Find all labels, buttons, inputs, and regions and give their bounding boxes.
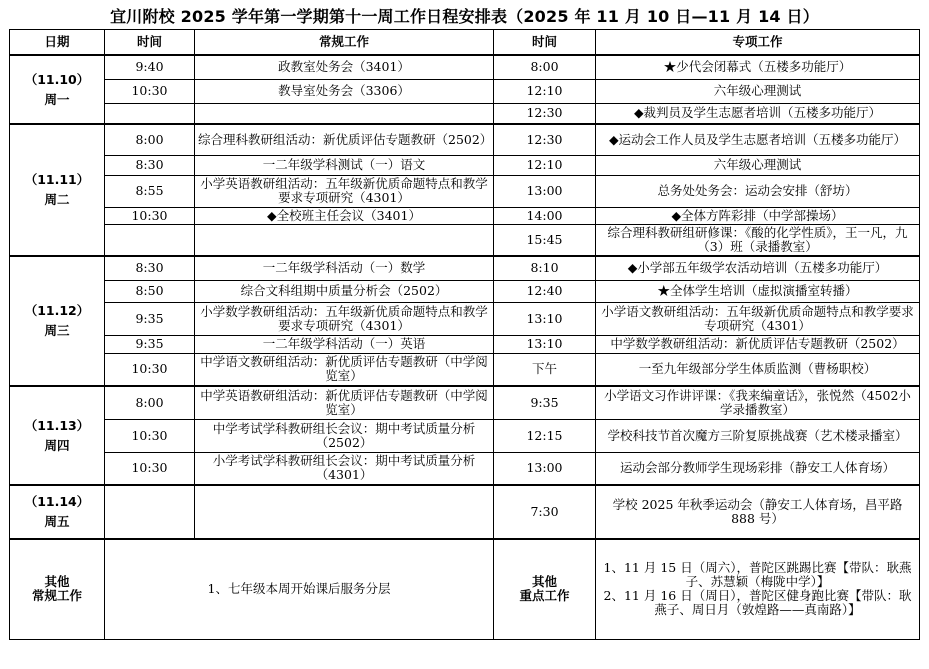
weekday-label: 周五 bbox=[44, 514, 70, 529]
table-row bbox=[10, 155, 920, 175]
time-cell: 10:30 bbox=[105, 79, 195, 103]
routine-cell: 综合文科组期中质量分析会（2502） bbox=[195, 280, 494, 302]
time-cell: 9:35 bbox=[105, 302, 195, 335]
table-row bbox=[10, 280, 920, 302]
other-key-label-1: 其他 bbox=[531, 574, 557, 590]
time-cell: 12:10 bbox=[494, 155, 596, 175]
table-row bbox=[10, 335, 920, 353]
special-cell: 小学语文教研组活动：五年级新优质命题特点和教学要求专项研究（4301） bbox=[596, 302, 920, 335]
header-date: 日期 bbox=[10, 30, 105, 56]
table-row bbox=[10, 103, 920, 124]
time-cell: 8:55 bbox=[105, 175, 195, 207]
weekday-label: 周一 bbox=[44, 91, 70, 107]
routine-cell: 中学考试学科教研组长会议：期中考试质量分析（2502） bbox=[195, 419, 494, 452]
time-cell: 8:30 bbox=[105, 256, 195, 280]
schedule-table bbox=[9, 29, 920, 640]
date-cell-fri bbox=[10, 485, 105, 539]
special-cell: 学校科技节首次魔方三阶复原挑战赛（艺术楼录播室） bbox=[596, 419, 920, 452]
routine-cell: ◆全校班主任会议（3401） bbox=[195, 207, 494, 224]
routine-cell: 综合理科教研组活动：新优质评估专题教研（2502） bbox=[195, 124, 494, 155]
time-cell: 13:10 bbox=[494, 302, 596, 335]
routine-cell: 小学数学教研组活动：五年级新优质命题特点和教学要求专项研究（4301） bbox=[195, 302, 494, 335]
key-item-1: 1、11 月 15 日（周六），普陀区跳踢比赛【带队：耿燕子、苏慧颖（梅陇中学）】 bbox=[603, 560, 912, 590]
table-row bbox=[10, 79, 920, 103]
routine-cell bbox=[195, 485, 494, 539]
special-cell: ◆裁判员及学生志愿者培训（五楼多功能厅） bbox=[596, 103, 920, 124]
special-cell: ★全体学生培训（虚拟演播室转播） bbox=[596, 280, 920, 302]
header-routine-work: 常规工作 bbox=[195, 30, 494, 56]
time-cell: 9:40 bbox=[105, 55, 195, 79]
date-cell-thu bbox=[10, 386, 105, 485]
table-row bbox=[10, 452, 920, 485]
routine-cell: 一二年级学科活动（一）数学 bbox=[195, 256, 494, 280]
time-cell: 8:50 bbox=[105, 280, 195, 302]
other-routine-content: 1、七年级本周开始课后服务分层 bbox=[105, 539, 494, 639]
date-label: （11.13） bbox=[24, 417, 90, 433]
time-cell bbox=[105, 103, 195, 124]
routine-cell: 一二年级学科测试（一）语文 bbox=[195, 155, 494, 175]
other-routine-label-cell bbox=[10, 539, 105, 639]
other-key-label-2: 重点工作 bbox=[519, 588, 570, 604]
table-row bbox=[10, 124, 920, 155]
header-row bbox=[10, 30, 920, 56]
routine-cell: 中学英语教研组活动：新优质评估专题教研（中学阅览室） bbox=[195, 386, 494, 419]
time-cell: 13:10 bbox=[494, 335, 596, 353]
time-cell: 7:30 bbox=[494, 485, 596, 539]
special-cell: ◆小学部五年级学农活动培训（五楼多功能厅） bbox=[596, 256, 920, 280]
time-cell bbox=[105, 224, 195, 256]
time-cell: 12:30 bbox=[494, 124, 596, 155]
routine-cell: 小学考试学科教研组长会议：期中考试质量分析（4301） bbox=[195, 452, 494, 485]
time-cell: 13:00 bbox=[494, 175, 596, 207]
weekday-label: 周四 bbox=[44, 437, 70, 453]
weekday-label: 周二 bbox=[44, 192, 70, 207]
special-cell: ◆运动会工作人员及学生志愿者培训（五楼多功能厅） bbox=[596, 124, 920, 155]
date-label: （11.12） bbox=[24, 303, 90, 318]
table-row bbox=[10, 207, 920, 224]
special-cell: 综合理科教研组研修课：《酸的化学性质》，王一凡，九（3）班（录播教室） bbox=[596, 224, 920, 256]
date-cell-wed bbox=[10, 256, 105, 386]
weekday-label: 周三 bbox=[44, 323, 70, 338]
routine-cell: 小学英语教研组活动：五年级新优质命题特点和教学要求专项研究（4301） bbox=[195, 175, 494, 207]
time-cell: 下午 bbox=[494, 353, 596, 386]
special-cell: 学校 2025 年秋季运动会（静安工人体育场，昌平路 888 号） bbox=[596, 485, 920, 539]
time-cell: 8:00 bbox=[105, 386, 195, 419]
table-row bbox=[10, 256, 920, 280]
special-cell: ★少代会闭幕式（五楼多功能厅） bbox=[596, 55, 920, 79]
special-cell: 运动会部分教师学生现场彩排（静安工人体育场） bbox=[596, 452, 920, 485]
time-cell: 9:35 bbox=[494, 386, 596, 419]
time-cell bbox=[105, 485, 195, 539]
other-key-label-cell bbox=[494, 539, 596, 639]
special-cell: 一至九年级部分学生体质监测（曹杨职校） bbox=[596, 353, 920, 386]
routine-cell bbox=[195, 224, 494, 256]
table-row bbox=[10, 302, 920, 335]
time-cell: 13:00 bbox=[494, 452, 596, 485]
footer-row bbox=[10, 539, 920, 639]
special-cell: 总务处处务会：运动会安排（舒坊） bbox=[596, 175, 920, 207]
routine-cell: 一二年级学科活动（一）英语 bbox=[195, 335, 494, 353]
header-special-work: 专项工作 bbox=[596, 30, 920, 56]
time-cell: 10:30 bbox=[105, 207, 195, 224]
special-cell: 小学语文习作讲评课：《我来编童话》，张悦然（4502小学录播教室） bbox=[596, 386, 920, 419]
table-row bbox=[10, 55, 920, 79]
routine-cell: 中学语文教研组活动：新优质评估专题教研（中学阅览室） bbox=[195, 353, 494, 386]
time-cell: 8:00 bbox=[494, 55, 596, 79]
time-cell: 8:00 bbox=[105, 124, 195, 155]
table-row bbox=[10, 386, 920, 419]
other-routine-label-2: 常规工作 bbox=[31, 588, 82, 604]
time-cell: 9:35 bbox=[105, 335, 195, 353]
time-cell: 12:15 bbox=[494, 419, 596, 452]
special-cell: ◆全体方阵彩排（中学部操场） bbox=[596, 207, 920, 224]
time-cell: 10:30 bbox=[105, 452, 195, 485]
routine-cell: 政教室处务会（3401） bbox=[195, 55, 494, 79]
key-item-2: 2、11 月 16 日（周日），普陀区健身跑比赛【带队：耿燕子、周日月（敦煌路——真南路）】 bbox=[603, 588, 912, 618]
time-cell: 10:30 bbox=[105, 353, 195, 386]
time-cell: 15:45 bbox=[494, 224, 596, 256]
special-cell: 六年级心理测试 bbox=[596, 155, 920, 175]
time-cell: 12:40 bbox=[494, 280, 596, 302]
time-cell: 14:00 bbox=[494, 207, 596, 224]
table-row bbox=[10, 419, 920, 452]
table-row bbox=[10, 353, 920, 386]
routine-cell bbox=[195, 103, 494, 124]
time-cell: 12:10 bbox=[494, 79, 596, 103]
date-label: （11.11） bbox=[24, 172, 90, 187]
date-label: （11.10） bbox=[24, 71, 90, 87]
special-cell: 中学数学教研组活动：新优质评估专题教研（2502） bbox=[596, 335, 920, 353]
other-routine-label-1: 其他 bbox=[44, 574, 70, 590]
page-title: 宜川附校 2025 学年第一学期第十一周工作日程安排表（2025 年 11 月 10 日—11 月 14 日） bbox=[110, 7, 819, 26]
header-time-special: 时间 bbox=[494, 30, 596, 56]
time-cell: 12:30 bbox=[494, 103, 596, 124]
date-label: （11.14） bbox=[24, 494, 90, 509]
date-cell-mon bbox=[10, 55, 105, 124]
routine-cell: 教导室处务会（3306） bbox=[195, 79, 494, 103]
time-cell: 8:10 bbox=[494, 256, 596, 280]
table-row bbox=[10, 224, 920, 256]
special-cell: 六年级心理测试 bbox=[596, 79, 920, 103]
other-key-content bbox=[596, 539, 920, 639]
date-cell-tue bbox=[10, 124, 105, 256]
time-cell: 10:30 bbox=[105, 419, 195, 452]
time-cell: 8:30 bbox=[105, 155, 195, 175]
header-time-routine: 时间 bbox=[105, 30, 195, 56]
table-row bbox=[10, 175, 920, 207]
table-row bbox=[10, 485, 920, 539]
